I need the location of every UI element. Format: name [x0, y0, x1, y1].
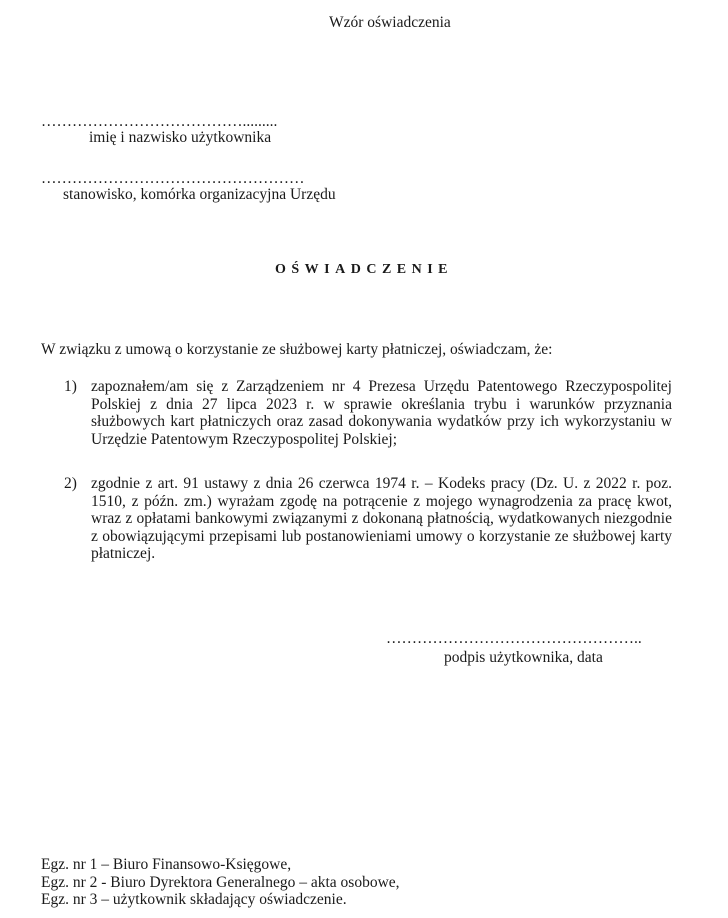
name-fill-line: ………………………………….........: [41, 113, 278, 130]
copies-distribution-list: [41, 856, 400, 909]
declaration-heading: OŚWIADCZENIE: [274, 262, 454, 277]
name-field-label: imię i nazwisko użytkownika: [89, 129, 272, 146]
signature-fill-line: …………………………………………..: [386, 630, 642, 647]
copy-line: Egz. nr 1 – Biuro Finansowo-Księgowe,: [41, 856, 292, 873]
copy-line: Egz. nr 2 - Biuro Dyrektora Generalnego – akta osobowe,: [41, 873, 400, 891]
signature-label: podpis użytkownika, data: [444, 649, 603, 666]
list-item-text: zgodnie z art. 91 ustawy z dnia 26 czerwca 1974 r. – Kodeks pracy (Dz. U. z 2022 r. poz. 1510, z późn. zm.) wyrażam zgodę na potrącenie z mojego wynagrodzenia za pracę kwot, wraz z opłatami bankowymi związanymi z dokonaną płatnością, wydatkowanych niezgodnie z obowiązującymi przepisami lub postanowieniami umowy o korzystanie ze służbowej karty płatniczej.: [91, 475, 672, 562]
list-item-text: zapoznałem/am się z Zarządzeniem nr 4 Prezesa Urzędu Patentowego Rzeczypospolitej Polskiej z dnia 27 lipca 2023 r. w sprawie określania trybu i warunków przyznania służbowych kart płatniczych oraz zasad dokonywania wydatków przy ich wykorzystaniu w Urzędzie Patentowym Rzeczypospolitej Polskiej;: [91, 378, 672, 448]
list-item: [64, 378, 672, 448]
list-item: [64, 475, 672, 563]
list-item-number: 2): [64, 475, 77, 492]
intro-paragraph: W związku z umową o korzystanie ze służbowej karty płatniczej, oświadczam, że:: [41, 341, 553, 358]
document-header-title: Wzór oświadczenia: [329, 14, 451, 31]
position-field-label: stanowisko, komórka organizacyjna Urzędu: [63, 186, 336, 203]
position-fill-line: ……………………………………………: [41, 170, 305, 187]
list-item-number: 1): [64, 378, 77, 395]
copy-line: Egz. nr 3 – użytkownik składający oświadczenie.: [41, 891, 347, 908]
